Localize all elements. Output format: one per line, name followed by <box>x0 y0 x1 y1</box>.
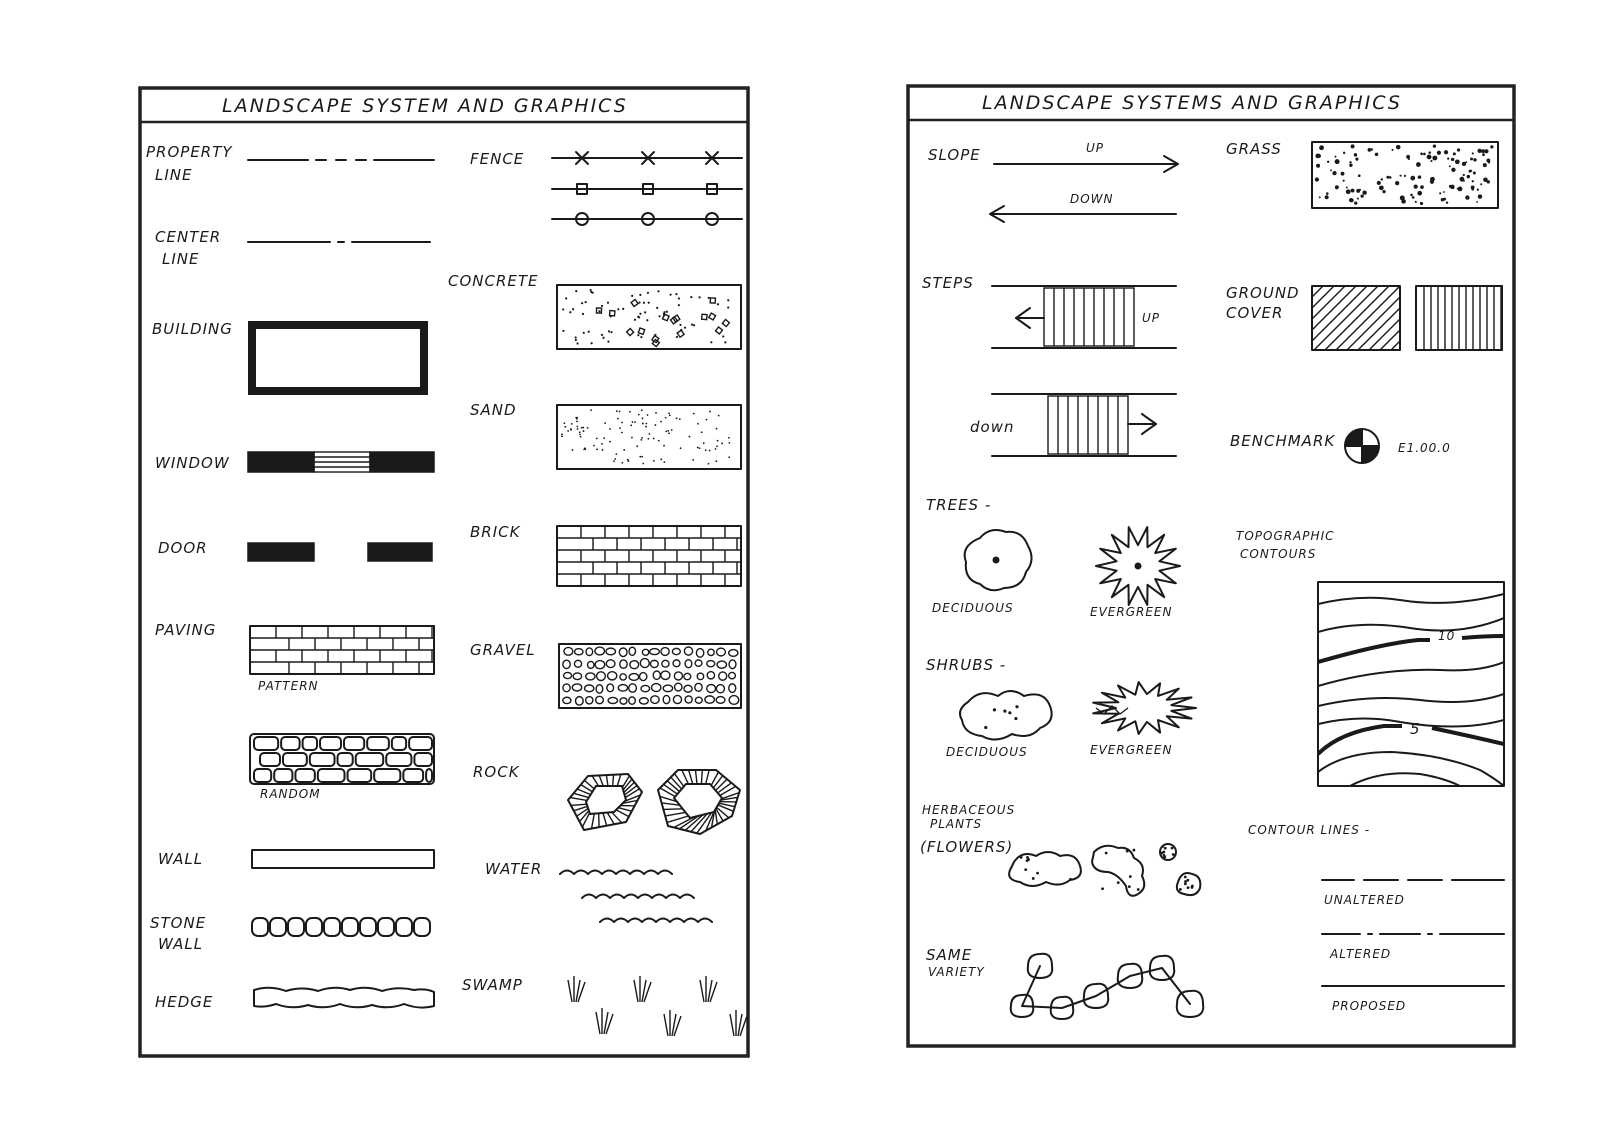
label-steps-up: UP <box>1142 311 1161 325</box>
label-shrubs: SHRUBS - <box>926 656 1007 674</box>
right-sheet-title: LANDSCAPE SYSTEMS AND GRAPHICS <box>982 92 1402 114</box>
left-sheet-title: LANDSCAPE SYSTEM AND GRAPHICS <box>222 95 628 117</box>
slope-symbol <box>990 156 1178 222</box>
label-topographic-2: CONTOURS <box>1240 547 1317 561</box>
label-same-variety-2: VARIETY <box>928 965 985 979</box>
label-proposed: PROPOSED <box>1332 999 1407 1013</box>
label-stone-wall-2: WALL <box>158 935 204 953</box>
label-paving: PAVING <box>155 621 217 639</box>
steps-down-symbol <box>992 394 1176 456</box>
tree-evergreen-symbol <box>1096 527 1180 605</box>
label-gravel: GRAVEL <box>470 641 536 659</box>
label-wall: WALL <box>158 850 204 868</box>
paving-random-symbol <box>250 734 434 784</box>
label-swamp: SWAMP <box>462 976 523 994</box>
label-door: DOOR <box>158 539 208 557</box>
topographic-contours-symbol <box>1318 582 1504 786</box>
label-stone-wall-1: STONE <box>150 914 207 932</box>
label-fence: FENCE <box>470 150 525 168</box>
swamp-symbol <box>568 976 747 1036</box>
label-slope-down: DOWN <box>1070 192 1114 206</box>
shrub-evergreen-symbol <box>1093 682 1196 734</box>
grass-symbol <box>1312 142 1498 208</box>
building-symbol <box>252 325 424 391</box>
label-center-line-2: LINE <box>162 250 200 268</box>
label-property-line-2: LINE <box>155 166 193 184</box>
label-grass: GRASS <box>1226 140 1282 158</box>
right-sheet <box>908 86 1514 1046</box>
label-ground-cover-1: GROUND <box>1226 284 1300 302</box>
label-hedge: HEDGE <box>155 993 214 1011</box>
label-shrub-evergreen: EVERGREEN <box>1090 743 1173 757</box>
label-unaltered: UNALTERED <box>1324 893 1405 907</box>
brick-symbol <box>557 526 741 586</box>
label-window: WINDOW <box>155 454 230 472</box>
label-contour-5: 5 <box>1410 720 1421 738</box>
label-steps-down: down <box>970 418 1015 436</box>
shrub-deciduous-symbol <box>960 691 1052 740</box>
label-paving-pattern: PATTERN <box>258 679 319 693</box>
left-sheet-frame <box>140 88 748 1056</box>
label-herbaceous-2: PLANTS <box>930 817 983 831</box>
label-sand: SAND <box>470 401 517 419</box>
hedge-symbol <box>254 988 434 1008</box>
label-tree-deciduous: DECIDUOUS <box>932 601 1014 615</box>
label-property-line-1: PROPERTY <box>146 143 233 161</box>
label-benchmark: BENCHMARK <box>1230 432 1336 450</box>
label-slope: SLOPE <box>928 146 981 164</box>
benchmark-icon <box>1345 429 1379 463</box>
label-contour-lines: CONTOUR LINES - <box>1248 823 1371 837</box>
left-sheet <box>140 88 748 1056</box>
same-variety-symbol <box>1011 954 1204 1019</box>
label-water: WATER <box>485 860 543 878</box>
tree-deciduous-symbol <box>965 530 1032 590</box>
fence-symbols <box>552 152 742 225</box>
label-rock: ROCK <box>473 763 520 781</box>
label-same-variety-1: SAME <box>926 946 973 964</box>
sand-symbol <box>557 405 741 469</box>
paving-pattern-symbol <box>250 626 434 674</box>
label-center-line-1: CENTER <box>155 228 222 246</box>
label-steps: STEPS <box>922 274 974 292</box>
label-tree-evergreen: EVERGREEN <box>1090 605 1173 619</box>
label-slope-up: UP <box>1086 141 1105 155</box>
label-concrete: CONCRETE <box>448 272 539 290</box>
label-shrub-deciduous: DECIDUOUS <box>946 745 1028 759</box>
label-herbaceous-3: (FLOWERS) <box>920 838 1014 856</box>
label-altered: ALTERED <box>1330 947 1392 961</box>
herbaceous-plants-symbol <box>1009 844 1200 896</box>
label-topographic-1: TOPOGRAPHIC <box>1236 529 1335 543</box>
rock-symbol <box>568 770 740 834</box>
label-herbaceous-1: HERBACEOUS <box>922 803 1016 817</box>
label-contour-10: 10 <box>1438 629 1456 643</box>
water-symbol <box>560 871 712 923</box>
gravel-symbol <box>559 644 741 708</box>
label-trees: TREES - <box>926 496 992 514</box>
concrete-symbol <box>557 285 741 349</box>
stone-wall-symbol <box>252 918 430 936</box>
wall-symbol <box>252 850 434 868</box>
label-brick: BRICK <box>470 523 521 541</box>
door-symbol <box>248 543 432 561</box>
label-ground-cover-2: COVER <box>1226 304 1284 322</box>
window-symbol <box>248 452 434 472</box>
right-sheet-frame <box>908 86 1514 1046</box>
label-building: BUILDING <box>152 320 233 338</box>
label-benchmark-value: E1.00.0 <box>1398 441 1451 455</box>
label-paving-random: RANDOM <box>260 787 321 801</box>
